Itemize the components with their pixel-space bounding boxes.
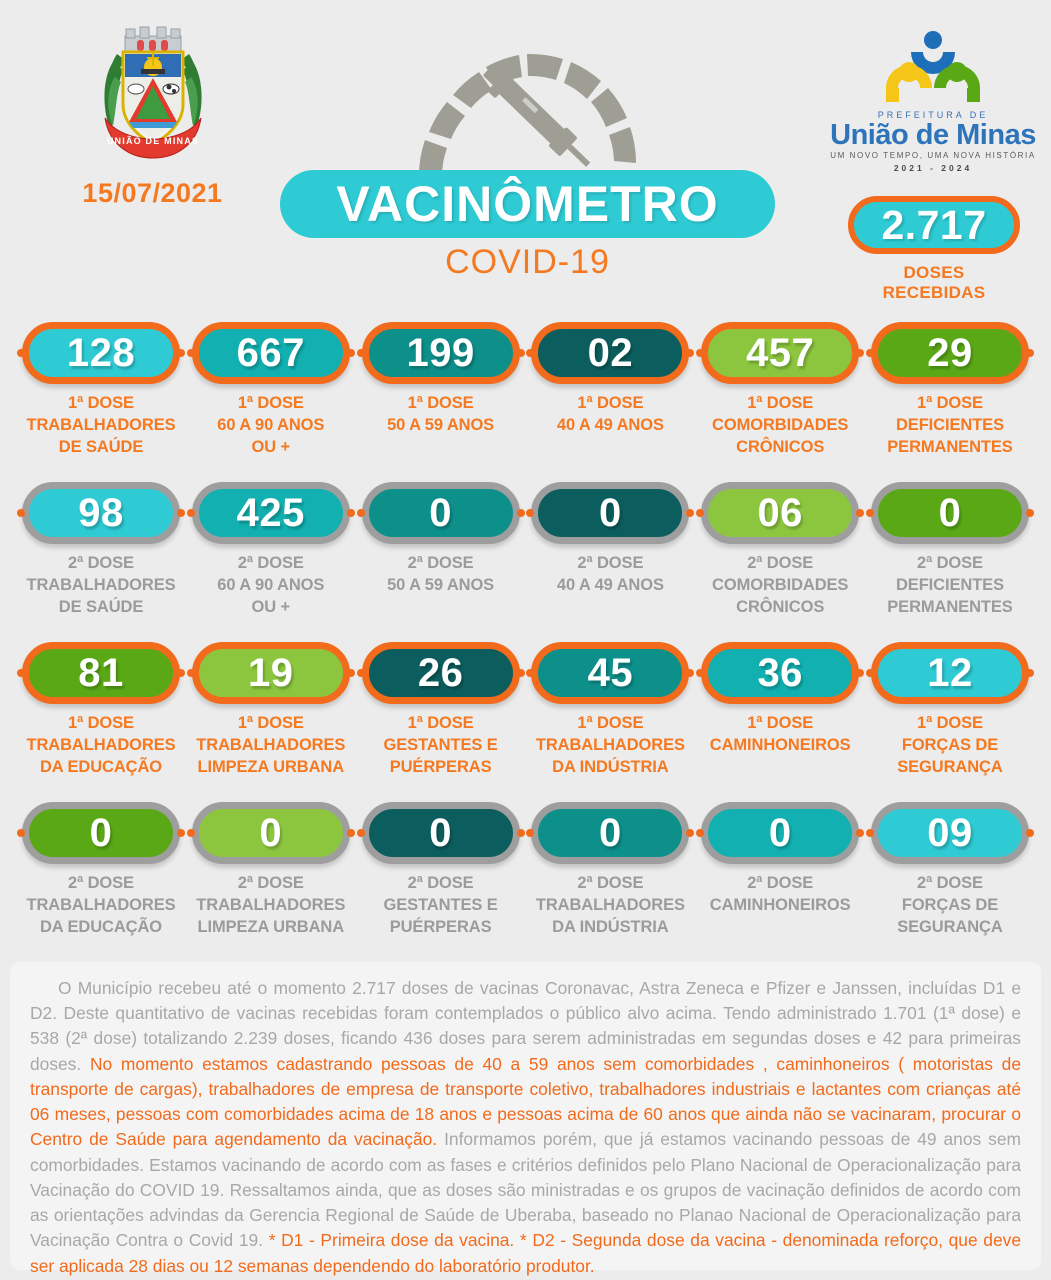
municipal-crest-block xyxy=(60,22,245,209)
stat-card-value: 0 xyxy=(89,810,113,855)
stat-card-label-line: DA INDÚSTRIA xyxy=(552,917,669,936)
footer-segment: O Município recebeu até o momento 2.717 doses de vacinas Coronavac, Astra Zeneca e Pfizer e Janssen, incluídas D1 e D2. Deste quantitativo de vacinas recebidas foram contemplados o público alvo acima. Tendo administrado 1.701 (1ª dose) e 538 (2ª dose) totalizando 2.239 doses, ficando 436 doses para serem administradas em segundas doses e 42 para primeiras doses. xyxy=(30,978,1021,1074)
stat-card-label-line: 2ª DOSE xyxy=(68,554,134,572)
stat-card-label-line: SEGURANÇA xyxy=(897,757,1003,776)
stat-card-pill xyxy=(362,642,520,704)
stat-card-value: 0 xyxy=(599,490,622,535)
stat-card-label-line: 50 A 59 ANOS xyxy=(387,575,495,594)
stat-card-label xyxy=(22,873,180,938)
stat-card[interactable] xyxy=(22,322,180,458)
speedometer-syringe-icon xyxy=(395,28,660,178)
stat-card[interactable] xyxy=(362,482,520,618)
page-subtitle: COVID-19 xyxy=(445,243,610,281)
stat-card-value: 0 xyxy=(429,490,452,535)
stat-card-label xyxy=(22,553,180,618)
stat-card-value: 12 xyxy=(927,650,973,695)
stat-card-label xyxy=(871,713,1029,778)
stat-card-label-line: FORÇAS DE xyxy=(901,895,999,914)
stat-card-label xyxy=(531,713,689,778)
stat-card-value: 457 xyxy=(746,330,815,375)
stat-card[interactable] xyxy=(871,322,1029,458)
stat-card-label-line: 2ª DOSE xyxy=(407,554,474,572)
stat-card-label xyxy=(22,713,180,778)
stat-card-pill xyxy=(362,802,520,864)
stats-row xyxy=(0,642,1051,802)
stat-card-label-line: 1ª DOSE xyxy=(407,394,474,412)
stats-row xyxy=(0,322,1051,482)
stat-card[interactable] xyxy=(22,802,180,938)
stat-card-pill xyxy=(22,482,180,544)
stat-card-pill xyxy=(701,482,859,544)
stat-card-label-line: TRABALHADORES xyxy=(535,735,685,754)
stat-card-label-line: DA INDÚSTRIA xyxy=(552,757,669,776)
stat-card[interactable] xyxy=(701,322,859,458)
stat-card-pill xyxy=(192,642,350,704)
stat-card-label-line: 2ª DOSE xyxy=(577,554,644,572)
stat-card[interactable] xyxy=(192,322,350,458)
doses-received-label xyxy=(845,263,1023,303)
stat-card-pill xyxy=(22,642,180,704)
stat-card-label-line: PERMANENTES xyxy=(887,437,1013,456)
stat-card-label-line: DE SAÚDE xyxy=(58,437,144,456)
stats-row-cards xyxy=(0,482,1051,618)
stat-card-label-line: 1ª DOSE xyxy=(747,394,814,412)
stat-card[interactable] xyxy=(22,642,180,778)
stat-card-label-line: 2ª DOSE xyxy=(917,554,983,572)
doses-received-label-line2: RECEBIDAS xyxy=(882,283,986,303)
stat-card-value: 02 xyxy=(587,330,634,375)
logo-name: União de Minas xyxy=(830,119,1036,151)
stat-card-label-line: DA EDUCAÇÃO xyxy=(39,917,163,936)
stat-card-value: 06 xyxy=(757,490,803,535)
stat-card-label-line: LIMPEZA URBANA xyxy=(197,917,345,936)
stat-card-label xyxy=(871,873,1029,938)
stat-card-value: 0 xyxy=(768,810,792,855)
stat-card-label xyxy=(192,873,350,938)
stat-card-label-line: 2ª DOSE xyxy=(747,554,814,572)
stat-card-value: 0 xyxy=(429,810,452,855)
stat-card-value: 36 xyxy=(757,650,803,695)
stat-card-label xyxy=(701,553,859,618)
stat-card-label-line: 1ª DOSE xyxy=(917,714,983,732)
coat-of-arms-icon xyxy=(93,22,213,172)
stat-card-label xyxy=(701,393,859,458)
stat-card[interactable] xyxy=(192,482,350,618)
stat-card-pill xyxy=(192,802,350,864)
stats-row xyxy=(0,482,1051,642)
stat-card-label-line: CRÔNICOS xyxy=(736,597,825,616)
stat-card-label-line: 2ª DOSE xyxy=(237,874,304,892)
stat-card-label-line: 1ª DOSE xyxy=(237,714,304,732)
stat-card[interactable] xyxy=(531,322,689,458)
stat-card-label-line: 2ª DOSE xyxy=(68,874,134,892)
stat-card-pill xyxy=(192,482,350,544)
people-logo-icon xyxy=(869,28,997,106)
stat-card-label-line: 1ª DOSE xyxy=(68,394,134,412)
stat-card-label-line: CAMINHONEIROS xyxy=(709,735,851,754)
doses-received-pill xyxy=(848,196,1020,254)
stat-card-label-line: DEFICIENTES xyxy=(895,415,1004,434)
logo-slogan: UM NOVO TEMPO, UMA NOVA HISTÓRIA xyxy=(830,151,1036,161)
report-date: 15/07/2021 xyxy=(82,178,223,208)
stat-card-label xyxy=(701,713,859,757)
stat-card-label-line: COMORBIDADES xyxy=(712,575,849,594)
stat-card-pill xyxy=(362,482,520,544)
stats-row-cards xyxy=(0,322,1051,458)
stat-card-label-line: GESTANTES E xyxy=(383,895,498,914)
stat-card[interactable] xyxy=(531,482,689,618)
stat-card-pill xyxy=(531,482,689,544)
stat-card-label-line: TRABALHADORES xyxy=(196,735,346,754)
stat-card-label-line: TRABALHADORES xyxy=(535,895,685,914)
stat-card-label xyxy=(701,873,859,917)
stat-card[interactable] xyxy=(871,482,1029,618)
stat-card-label-line: DA EDUCAÇÃO xyxy=(39,757,163,776)
stat-card-label-line: PUÉRPERAS xyxy=(389,917,492,936)
stat-card-label-line: TRABALHADORES xyxy=(196,895,346,914)
stat-card-value: 667 xyxy=(236,330,305,375)
stat-card-label xyxy=(362,713,520,778)
stat-card-label-line: 2ª DOSE xyxy=(407,874,474,892)
stat-card-label-line: SEGURANÇA xyxy=(897,917,1003,936)
stat-card-value: 45 xyxy=(587,650,634,695)
footer-segment: Informamos porém, que já estamos vacinando pessoas de 49 anos sem comorbidades. Estamos vacinando de acordo com as fases e critérios definidos pelo Plano Nacional de Operacionalização para Vacinação do COVID 19. Ressaltamos ainda, que as doses são ministradas e os grupos de vacinação definidos de acordo com as orientações advindas da Gerencia Regional de Saúde de Uberaba, baseado no Planao Nacional de Operacionalização para Vacinação Contra o Covid 19. xyxy=(30,1129,1021,1251)
stat-card-label-line: CAMINHONEIROS xyxy=(709,895,851,914)
svg-text:UNIÃO DE MINAS: UNIÃO DE MINAS xyxy=(106,136,199,146)
stat-card-label-line: 1ª DOSE xyxy=(577,394,644,412)
stat-card[interactable] xyxy=(531,802,689,938)
stat-card-label xyxy=(192,553,350,618)
stat-card-label-line: 40 A 49 ANOS xyxy=(556,415,664,434)
stat-card-pill xyxy=(362,322,520,384)
doses-received-label-line1: DOSES xyxy=(903,263,965,282)
stat-card-label-line: 2ª DOSE xyxy=(237,554,304,572)
stat-card-pill xyxy=(22,802,180,864)
stat-card-label xyxy=(871,553,1029,618)
stat-card-label-line: PUÉRPERAS xyxy=(389,757,492,776)
stat-card-value: 128 xyxy=(66,330,136,375)
stat-card-label-line: DEFICIENTES xyxy=(895,575,1004,594)
stat-card-pill xyxy=(871,322,1029,384)
logo-years: 2021 - 2024 xyxy=(893,163,973,174)
footer-notice xyxy=(10,962,1041,1276)
stat-card-label xyxy=(871,393,1029,458)
stat-card-label-line: 40 A 49 ANOS xyxy=(556,575,664,594)
stat-card-label xyxy=(531,553,689,597)
stat-card[interactable] xyxy=(192,802,350,938)
stat-card-pill xyxy=(531,802,689,864)
stat-card-label xyxy=(362,553,520,597)
stat-card-value: 09 xyxy=(927,810,973,855)
stat-card-label-line: DE SAÚDE xyxy=(58,597,144,616)
stat-card-label-line: LIMPEZA URBANA xyxy=(197,757,345,776)
stat-card-label-line: 1ª DOSE xyxy=(68,714,134,732)
header xyxy=(0,0,1051,320)
stat-card-pill xyxy=(192,322,350,384)
stat-card-pill xyxy=(531,642,689,704)
stat-card-value: 425 xyxy=(236,490,305,535)
stat-card-label-line: 1ª DOSE xyxy=(237,394,304,412)
stat-card-label xyxy=(192,713,350,778)
stat-card-value: 19 xyxy=(248,650,294,695)
stat-card-value: 29 xyxy=(927,330,973,375)
stat-card-value: 81 xyxy=(78,650,124,695)
stats-row-cards xyxy=(0,642,1051,778)
stat-card[interactable] xyxy=(701,802,859,938)
stat-card-label-line: 1ª DOSE xyxy=(747,714,814,732)
stat-card-label-line: 50 A 59 ANOS xyxy=(387,415,495,434)
stat-card[interactable] xyxy=(701,482,859,618)
stat-card-label xyxy=(22,393,180,458)
page-title xyxy=(280,170,775,238)
logo-prefix: PREFEITURA DE xyxy=(877,110,989,120)
doses-received-block xyxy=(845,196,1023,303)
stat-card-label xyxy=(192,393,350,458)
stat-card-label-line: 2ª DOSE xyxy=(917,874,983,892)
stat-card-label xyxy=(531,393,689,437)
stat-card-value: 26 xyxy=(417,650,464,695)
stat-card[interactable] xyxy=(192,642,350,778)
stat-card[interactable] xyxy=(22,482,180,618)
doses-received-value: 2.717 xyxy=(881,201,987,248)
stat-card-pill xyxy=(871,482,1029,544)
stat-card-label-line: TRABALHADORES xyxy=(26,575,176,594)
stat-card-pill xyxy=(871,802,1029,864)
stat-card-value: 0 xyxy=(938,490,962,535)
page-title-text: VACINÔMETRO xyxy=(336,176,719,232)
stat-card-label xyxy=(362,393,520,437)
stat-card-label-line: 1ª DOSE xyxy=(917,394,983,412)
stat-card-label-line: COMORBIDADES xyxy=(712,415,849,434)
stat-card[interactable] xyxy=(871,802,1029,938)
stat-card-label-line: 2ª DOSE xyxy=(577,874,644,892)
stat-card-label-line: TRABALHADORES xyxy=(26,415,176,434)
stat-card-label xyxy=(531,873,689,938)
stat-card-label-line: GESTANTES E xyxy=(383,735,498,754)
stat-card[interactable] xyxy=(701,642,859,778)
stat-card-label-line: 1ª DOSE xyxy=(407,714,474,732)
stat-card-label-line: 60 A 90 ANOS xyxy=(217,575,325,594)
stats-row xyxy=(0,802,1051,962)
stat-card-value: 0 xyxy=(259,810,283,855)
stat-card-label-line: FORÇAS DE xyxy=(901,735,999,754)
stat-card-pill xyxy=(531,322,689,384)
stat-card-label-line: 60 A 90 ANOS xyxy=(217,415,325,434)
stat-card-pill xyxy=(871,642,1029,704)
stat-card-label-line: TRABALHADORES xyxy=(26,895,176,914)
stat-card-label-line: 1ª DOSE xyxy=(577,714,644,732)
footer-segment: No momento estamos cadastrando pessoas de 40 a 59 anos sem comorbidades , caminhoneiros ( motoristas de transporte de cargas), trabalhadores de empresa de transporte coletivo, trabalhadores industriais e lactantes com crianças até 06 meses, pessoas com comorbidades acima de 18 anos e pessoas acima de 60 anos que ainda não se vacinaram, procurar o Centro de Saúde para agendamento da vacinação. xyxy=(30,1053,1021,1150)
stat-card-value: 199 xyxy=(406,330,475,375)
stat-card-pill xyxy=(22,322,180,384)
stat-card-value: 0 xyxy=(599,810,622,855)
stat-card-label-line: CRÔNICOS xyxy=(736,437,825,456)
stat-card-value: 98 xyxy=(78,490,124,535)
stat-card-label xyxy=(362,873,520,938)
stats-grid xyxy=(0,322,1051,962)
stat-card[interactable] xyxy=(362,802,520,938)
footer-segment: * D1 - Primeira dose da vacina. * D2 - Segunda dose da vacina - denominada reforço, que deve ser aplicada 28 dias ou 12 semanas dependendo do laboratório produtor. xyxy=(30,1230,1021,1276)
stat-card-label-line: TRABALHADORES xyxy=(26,735,176,754)
city-hall-logo xyxy=(828,28,1038,173)
stat-card[interactable] xyxy=(362,322,520,458)
stat-card-label-line: OU + xyxy=(251,437,291,456)
stat-card-label-line: OU + xyxy=(251,597,291,616)
stat-card-pill xyxy=(701,802,859,864)
stat-card-label-line: 2ª DOSE xyxy=(747,874,814,892)
footer-notice-text xyxy=(30,976,1021,1279)
stats-row-cards xyxy=(0,802,1051,938)
stat-card[interactable] xyxy=(531,642,689,778)
stat-card-pill xyxy=(701,322,859,384)
stat-card-pill xyxy=(701,642,859,704)
stat-card[interactable] xyxy=(362,642,520,778)
stat-card[interactable] xyxy=(871,642,1029,778)
stat-card-label-line: PERMANENTES xyxy=(887,597,1013,616)
